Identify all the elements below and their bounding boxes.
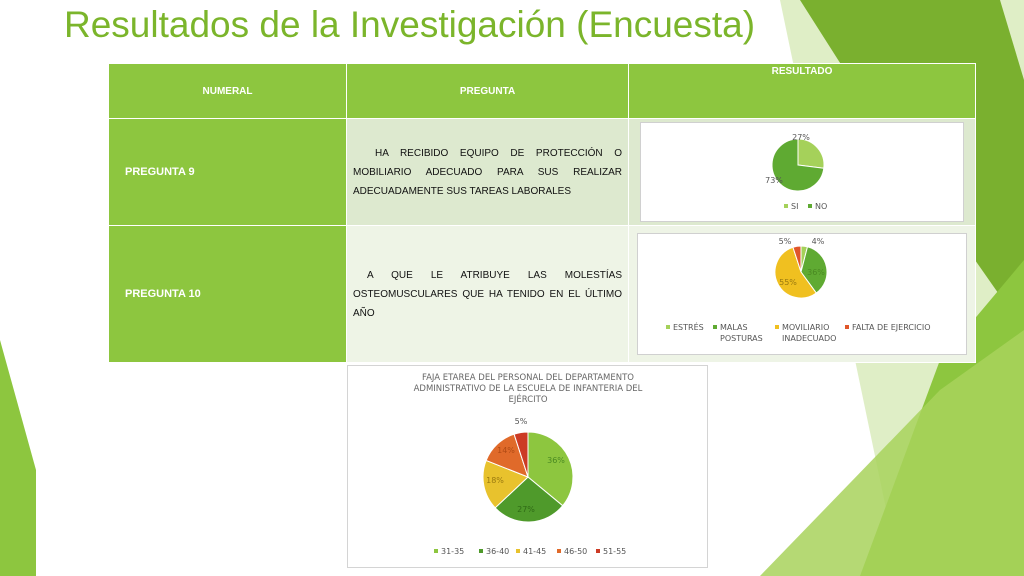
legend-entry: 41-45 [523,547,547,556]
legend-entry: POSTURAS [720,334,763,343]
chart-title: FAJA ETAREA DEL PERSONAL DEL DEPARTAMENTO [421,373,635,383]
question-text: A QUE LE ATRIBUYE LAS MOLESTÍAS OSTEOMUSCULARES QUE HA TENIDO EN EL ÚLTIMO AÑO [353,269,622,319]
data-label: 14% [497,446,515,455]
question-text: HA RECIBIDO EQUIPO DE PROTECCIÓN O MOBILIARIO ADECUADO PARA SUS REALIZAR ADECUADAMENTE SUS TAREAS LABORALES [353,147,622,197]
legend-swatch [775,325,779,329]
chart-si-no-svg [641,123,963,221]
data-label: 27% [517,505,535,514]
chart-title: ADMINISTRATIVO DE LA ESCUELA DE INFANTERIA DEL [413,384,643,394]
left-accent-shape [0,340,36,576]
table-header-row [109,64,976,119]
legend-entry: 31-35 [441,547,465,556]
table-row [109,226,976,363]
header-pregunta: PREGUNTA [347,64,629,119]
legend-swatch [845,325,849,329]
chart-molestias [637,233,967,355]
results-table [108,63,976,363]
chart-faja-etarea [347,365,708,568]
legend-entry: ESTRÉS [673,323,704,332]
table-row [109,119,976,226]
legend-swatch [516,549,520,553]
chart-title: EJÉRCITO [508,395,548,405]
result-cell [629,226,976,363]
legend-entry: SI [791,202,799,211]
legend-swatch [808,204,812,208]
chart-faja-etarea-svg [348,366,707,567]
legend-swatch [713,325,717,329]
data-label: 36% [547,456,565,465]
data-label: 27% [792,133,810,142]
legend-swatch [784,204,788,208]
legend-swatch [596,549,600,553]
pie-slice [798,139,824,168]
data-label: 73% [765,176,783,185]
legend-entry: 46-50 [564,547,588,556]
row-label: PREGUNTA 9 [109,119,347,226]
legend-entry: NO [815,202,828,211]
legend-entry: MOVILIARIO [782,323,830,332]
legend-swatch [434,549,438,553]
slide-title: Resultados de la Investigación (Encuesta) [64,4,756,45]
result-cell [629,119,976,226]
legend-swatch [557,549,561,553]
row-question [347,226,629,363]
data-label: 4% [811,237,825,246]
data-label: 5% [778,237,792,246]
legend-entry: 51-55 [603,547,627,556]
data-label: 5% [514,417,528,426]
legend-entry: FALTA DE EJERCICIO [852,323,931,332]
legend-swatch [666,325,670,329]
data-label: 18% [486,476,504,485]
chart-molestias-svg [638,234,966,354]
legend-entry: MALAS [720,323,748,332]
legend-entry: 36-40 [486,547,510,556]
legend-swatch [479,549,483,553]
data-label: 55% [779,278,797,287]
data-label: 36% [807,268,825,277]
row-label: PREGUNTA 10 [109,226,347,363]
chart-si-no [640,122,964,222]
header-resultado: RESULTADO [629,64,976,119]
row-question [347,119,629,226]
header-numeral: NUMERAL [109,64,347,119]
legend-entry: INADECUADO [782,334,837,343]
